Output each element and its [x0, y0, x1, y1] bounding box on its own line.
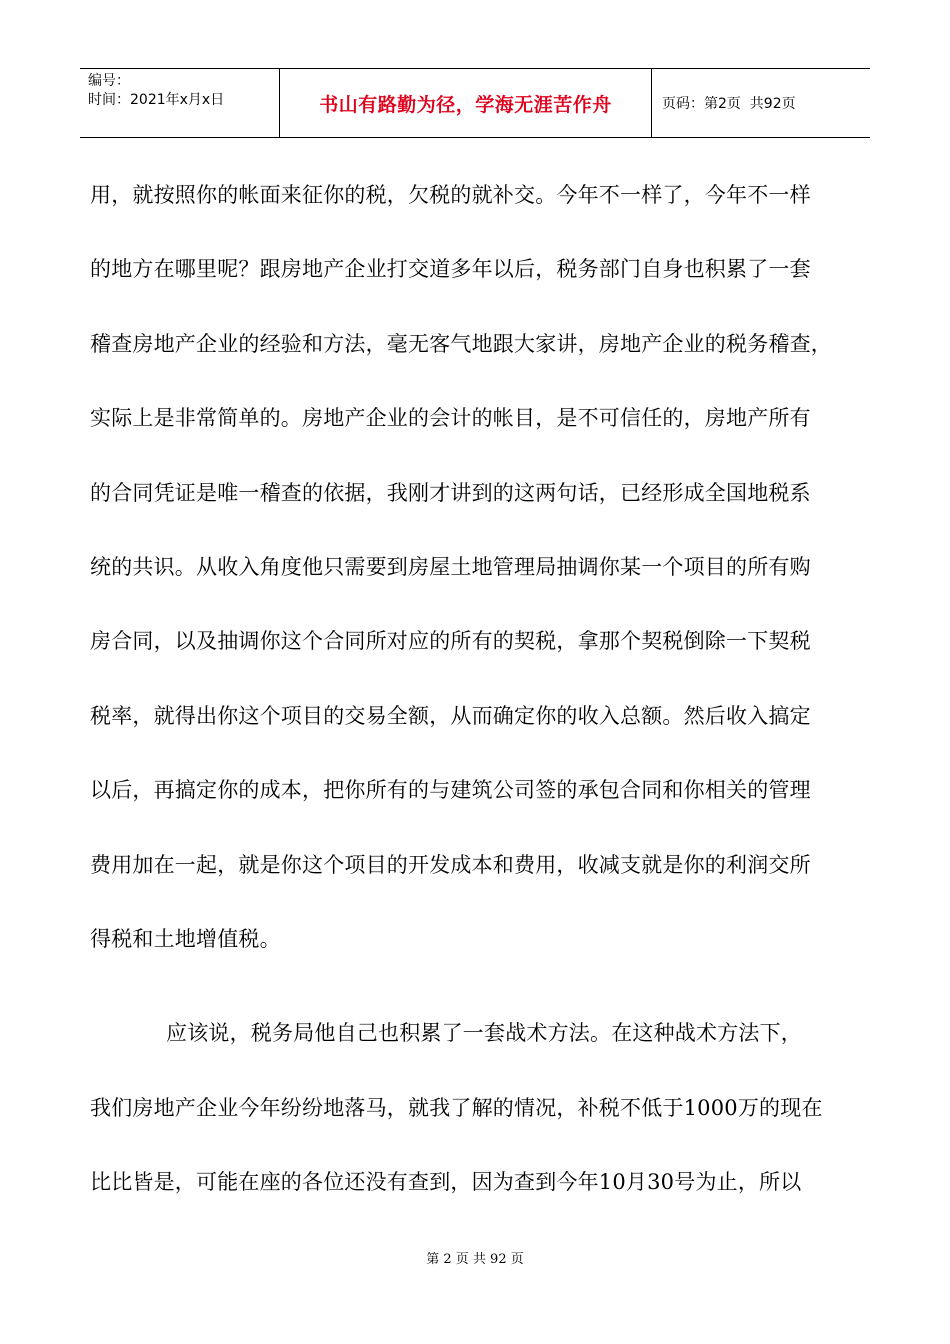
number-label: 编号：	[88, 73, 130, 89]
page-footer	[0, 1248, 950, 1267]
text-line: 我们房地产企业今年纷纷地落马，就我了解的情况，补税不低于1000万的现在	[90, 1095, 823, 1120]
text-line: 稽查房地产企业的经验和方法，毫无客气地跟大家讲，房地产企业的税务稽查，	[90, 331, 832, 356]
text-line: 以后，再搞定你的成本，把你所有的与建筑公司签的承包合同和你相关的管理	[90, 778, 811, 803]
text-line: 税率，就得出你这个项目的交易全额，从而确定你的收入总额。然后收入搞定	[90, 703, 811, 728]
text-line: 的地方在哪里呢？跟房地产企业打交道多年以后，税务部门自身也积累了一套	[90, 257, 811, 282]
text-line: 房合同，以及抽调你这个合同所对应的所有的契税，拿那个契税倒除一下契税	[90, 629, 811, 654]
text-line: 比比皆是，可能在座的各位还没有查到，因为查到今年10月30号为止，所以	[90, 1170, 802, 1195]
footer-page-number: 第 2 页 共 92 页	[426, 1252, 524, 1267]
document-body	[90, 170, 865, 1231]
time-label: 时间：2021年x月x日	[88, 92, 225, 108]
paragraph-gap	[90, 988, 865, 1008]
text-line: 统的共识。从收入角度他只需要到房屋土地管理局抽调你某一个项目的所有购	[90, 554, 811, 579]
text-line: 实际上是非常简单的。房地产企业的会计的帐目，是不可信任的，房地产所有	[90, 406, 811, 431]
motto-text: 书山有路勤为径，学海无涯苦作舟	[319, 93, 612, 116]
text-line: 费用加在一起，就是你这个项目的开发成本和费用，收减支就是你的利润交所	[90, 852, 811, 877]
header-page-info	[652, 69, 870, 137]
header-motto	[280, 69, 652, 137]
text-line: 得税和土地增值税。	[90, 926, 281, 951]
text-line: 用，就按照你的帐面来征你的税，欠税的就补交。今年不一样了，今年不一样	[90, 183, 811, 207]
paragraph	[90, 170, 865, 964]
text-line: 的合同凭证是唯一稽查的依据，我刚才讲到的这两句话，已经形成全国地税系	[90, 480, 811, 505]
document-header	[80, 68, 870, 138]
paragraph	[90, 1008, 865, 1207]
header-meta	[80, 69, 280, 137]
text-line: 应该说，税务局他自己也积累了一套战术方法。在这种战术方法下，	[166, 1021, 802, 1046]
page-info-text: 页码：第2页 共92页	[662, 96, 796, 112]
